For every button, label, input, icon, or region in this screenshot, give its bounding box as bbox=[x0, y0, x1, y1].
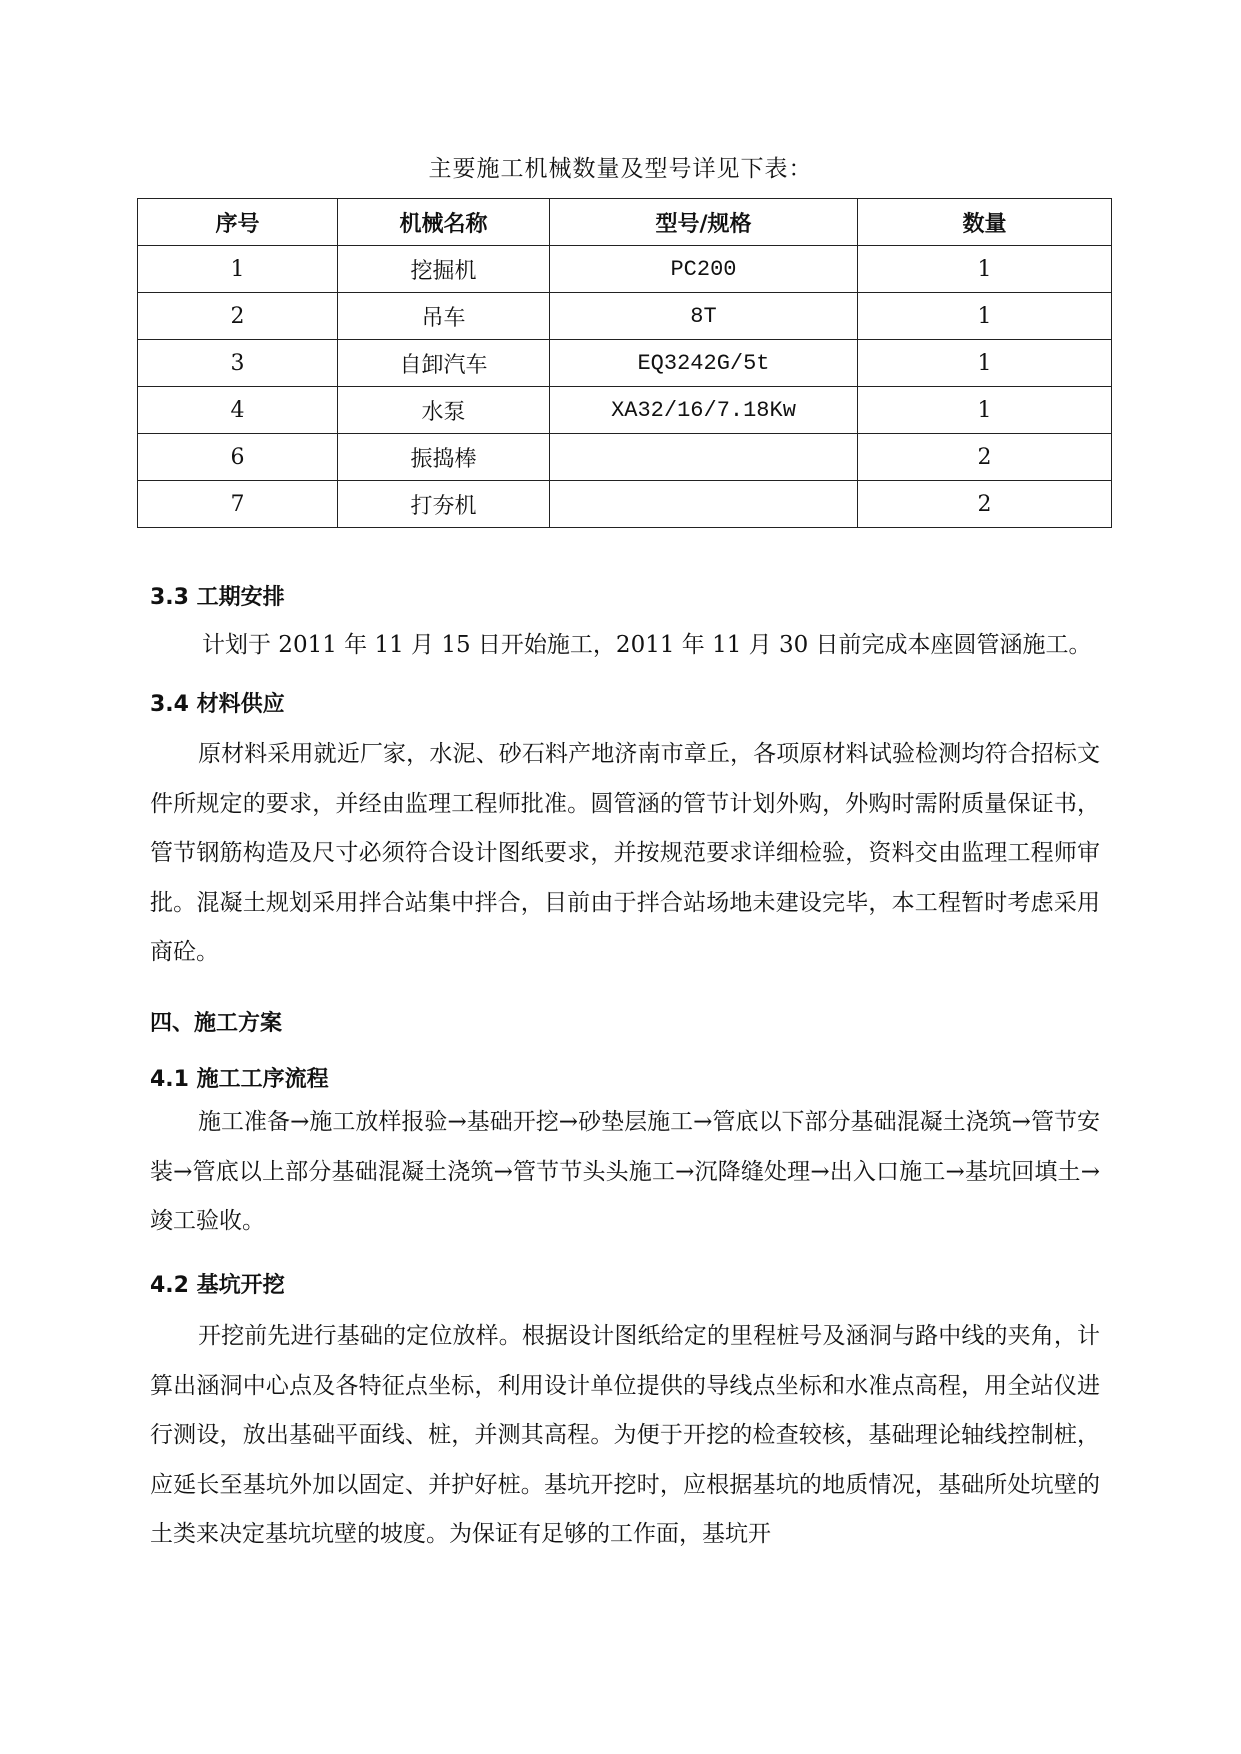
cell-model-spec bbox=[550, 481, 858, 528]
cell-index: 3 bbox=[138, 340, 338, 387]
cell-quantity: 2 bbox=[858, 434, 1112, 481]
header-quantity: 数量 bbox=[858, 199, 1112, 246]
cell-model-spec: 8T bbox=[550, 293, 858, 340]
cell-quantity: 2 bbox=[858, 481, 1112, 528]
cell-machine-name: 打夯机 bbox=[338, 481, 550, 528]
cell-model-spec: PC200 bbox=[550, 246, 858, 293]
section-3-4-title: 3.4 材料供应 bbox=[150, 692, 285, 717]
cell-model-spec: EQ3242G/5t bbox=[550, 340, 858, 387]
cell-index: 6 bbox=[138, 434, 338, 481]
table-caption: 主要施工机械数量及型号详见下表： bbox=[428, 156, 813, 182]
section-3-3-title: 3.3 工期安排 bbox=[150, 585, 285, 610]
section-4-2-title: 4.2 基坑开挖 bbox=[150, 1273, 285, 1298]
section-4-2-body: 开挖前先进行基础的定位放样。根据设计图纸给定的里程桩号及涵洞与路中线的夹角，计算出涵洞中心点及各特征点坐标，利用设计单位提供的导线点坐标和水准点高程，用全站仪进行测设，放出基础平面线、桩，并测其高程。为便于开挖的检查较核，基础理论轴线控制桩，应延长至基坑外加以固定、并护好桩。基坑开挖时，应根据基坑的地质情况，基础所处坑壁的土类来决定基坑坑壁的坡度。为保证有足够的工作面，基坑开 bbox=[150, 1323, 1100, 1547]
table-row bbox=[138, 387, 1112, 434]
cell-machine-name: 水泵 bbox=[338, 387, 550, 434]
cell-quantity: 1 bbox=[858, 387, 1112, 434]
cell-model-spec: XA32/16/7.18Kw bbox=[550, 387, 858, 434]
section-4-title: 四、施工方案 bbox=[150, 1011, 283, 1036]
cell-quantity: 1 bbox=[858, 293, 1112, 340]
section-4-1-title: 4.1 施工工序流程 bbox=[150, 1067, 329, 1092]
cell-machine-name: 挖掘机 bbox=[338, 246, 550, 293]
header-index: 序号 bbox=[138, 199, 338, 246]
header-model-spec: 型号/规格 bbox=[550, 199, 858, 246]
header-machine-name: 机械名称 bbox=[338, 199, 550, 246]
section-4-1-body: 施工准备→施工放样报验→基础开挖→砂垫层施工→管底以下部分基础混凝土浇筑→管节安装→管底以上部分基础混凝土浇筑→管节节头头施工→沉降缝处理→出入口施工→基坑回填土→竣工验收。 bbox=[150, 1109, 1100, 1234]
cell-machine-name: 吊车 bbox=[338, 293, 550, 340]
table-row bbox=[138, 246, 1112, 293]
table-row bbox=[138, 434, 1112, 481]
cell-index: 4 bbox=[138, 387, 338, 434]
cell-quantity: 1 bbox=[858, 246, 1112, 293]
table-row bbox=[138, 481, 1112, 528]
cell-quantity: 1 bbox=[858, 340, 1112, 387]
table-header-row bbox=[138, 199, 1112, 246]
section-3-3-body: 计划于 2011 年 11 月 15 日开始施工，2011 年 11 月 30 日前完成本座圆管涵施工。 bbox=[202, 632, 1092, 658]
cell-machine-name: 自卸汽车 bbox=[338, 340, 550, 387]
section-3-4-body: 原材料采用就近厂家，水泥、砂石料产地济南市章丘，各项原材料试验检测均符合招标文件所规定的要求，并经由监理工程师批准。圆管涵的管节计划外购，外购时需附质量保证书，管节钢筋构造及尺寸必须符合设计图纸要求，并按规范要求详细检验，资料交由监理工程师审批。混凝土规划采用拌合站集中拌合，目前由于拌合站场地未建设完毕，本工程暂时考虑采用商砼。 bbox=[150, 741, 1100, 965]
table-row bbox=[138, 340, 1112, 387]
cell-machine-name: 振捣棒 bbox=[338, 434, 550, 481]
cell-index: 2 bbox=[138, 293, 338, 340]
machinery-table bbox=[137, 198, 1112, 528]
table-row bbox=[138, 293, 1112, 340]
cell-index: 7 bbox=[138, 481, 338, 528]
cell-model-spec bbox=[550, 434, 858, 481]
cell-index: 1 bbox=[138, 246, 338, 293]
